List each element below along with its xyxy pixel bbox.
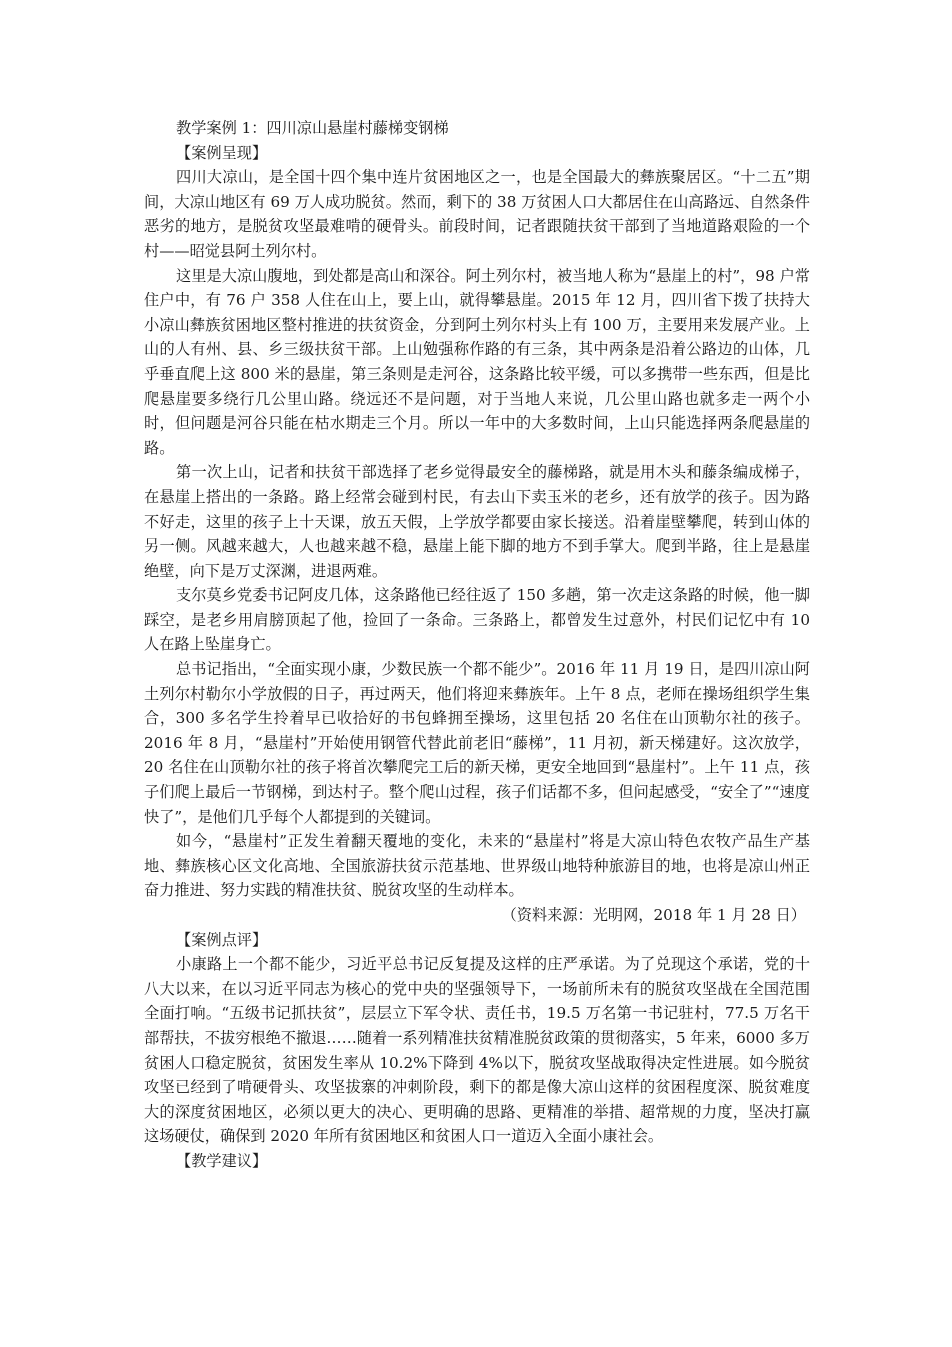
paragraph: 如今，“悬崖村”正发生着翻天覆地的变化，未来的“悬崖村”将是大凉山特色农牧产品生产基地、彝族核心区文化高地、全国旅游扶贫示范基地、世界级山地特种旅游目的地，也将是凉山州正奋力推进、努力实践的精准扶贫、脱贫攻坚的生动样本。 [144, 832, 810, 900]
paragraph: 这里是大凉山腹地，到处都是高山和深谷。阿土列尔村，被当地人称为“悬崖上的村”，98 户常住户中，有 76 户 358 人住在山上，要上山，就得攀悬崖。2015 年 12 月，四川省下拨了扶持大小凉山彝族贫困地区整村推进的扶贫资金，分到阿土列尔村头上有 100 万，主要用来发展产业。上山的人有州、县、乡三级扶贫干部。上山勉强称作路的有三条，其中两条是沿着公路边的山体，几乎垂直爬上这 800 米的悬崖，第三条则是走河谷，这条路比较平缓，可以多携带一些东西，但是比爬悬崖要多绕行几公里山路。绕远还不是问题，对于当地人来说，几公里山路也就多走一两个小时，但问题是河谷只能在枯水期走三个月。所以一年中的大多数时间，上山只能选择两条爬悬崖的路。 [144, 266, 810, 457]
document-page [144, 116, 810, 1174]
paragraph: 第一次上山，记者和扶贫干部选择了老乡觉得最安全的藤梯路，就是用木头和藤条编成梯子，在悬崖上搭出的一条路。路上经常会碰到村民，有去山下卖玉米的老乡，还有放学的孩子。因为路不好走，这里的孩子上十天课，放五天假，上学放学都要由家长接送。沿着崖壁攀爬，转到山体的另一侧。风越来越大，人也越来越不稳，悬崖上能下脚的地方不到手掌大。爬到半路，往上是悬崖绝壁，向下是万丈深渊，进退两难。 [144, 463, 810, 580]
section-heading-presentation: 【案例呈现】 [176, 143, 268, 162]
paragraph: 支尔莫乡党委书记阿皮几体，这条路他已经往返了 150 多趟，第一次走这条路的时候，他一脚踩空，是老乡用肩膀顶起了他，捡回了一条命。三条路上，都曾发生过意外，村民们记忆中有 10 人在路上坠崖身亡。 [144, 586, 810, 654]
source-citation: （资料来源：光明网，2018 年 1 月 28 日） [501, 906, 806, 924]
section-heading-advice: 【教学建议】 [176, 1151, 268, 1170]
case-title: 教学案例 1：四川凉山悬崖村藤梯变钢梯 [176, 119, 449, 137]
section-heading-review: 【案例点评】 [176, 930, 268, 949]
paragraph: 四川大凉山，是全国十四个集中连片贫困地区之一，也是全国最大的彝族聚居区。“十二五”期间，大凉山地区有 69 万人成功脱贫。然而，剩下的 38 万贫困人口大都居住在山高路远、自然条件恶劣的地方，是脱贫攻坚最难啃的硬骨头。前段时间，记者跟随扶贫干部到了当地道路艰险的一个村——昭觉县阿土列尔村。 [144, 168, 810, 260]
review-paragraph: 小康路上一个都不能少，习近平总书记反复提及这样的庄严承诺。为了兑现这个承诺，党的十八大以来，在以习近平同志为核心的党中央的坚强领导下，一场前所未有的脱贫攻坚战在全国范围全面打响。“五级书记抓扶贫”，层层立下军令状、责任书，19.5 万名第一书记驻村，77.5 万名干部帮扶，不拔穷根绝不撤退……随着一系列精准扶贫精准脱贫政策的贯彻落实，5 年来，6000 多万贫困人口稳定脱贫，贫困发生率从 10.2%下降到 4%以下，脱贫攻坚战取得决定性进展。如今脱贫攻坚已经到了啃硬骨头、攻坚拔寨的冲刺阶段，剩下的都是像大凉山这样的贫困程度深、脱贫难度大的深度贫困地区，必须以更大的决心、更明确的思路、更精准的举措、超常规的力度，坚决打赢这场硬仗，确保到 2020 年所有贫困地区和贫困人口一道迈入全面小康社会。 [144, 955, 810, 1146]
paragraph: 总书记指出，“全面实现小康，少数民族一个都不能少”。2016 年 11 月 19 日，是四川凉山阿土列尔村勒尔小学放假的日子，再过两天，他们将迎来彝族年。上午 8 点，老师在操场组织学生集合，300 多名学生拎着早已收拾好的书包蜂拥至操场，这里包括 20 名住在山顶勒尔社的孩子。2016 年 8 月，“悬崖村”开始使用钢管代替此前老旧“藤梯”，11 月初，新天梯建好。这次放学，20 名住在山顶勒尔社的孩子将首次攀爬完工后的新天梯，更安全地回到“悬崖村”。上午 11 点，孩子们爬上最后一节钢梯，到达村子。整个爬山过程，孩子们话都不多，但问起感受，“安全了”“速度快了”，是他们几乎每个人都提到的关键词。 [144, 660, 810, 826]
